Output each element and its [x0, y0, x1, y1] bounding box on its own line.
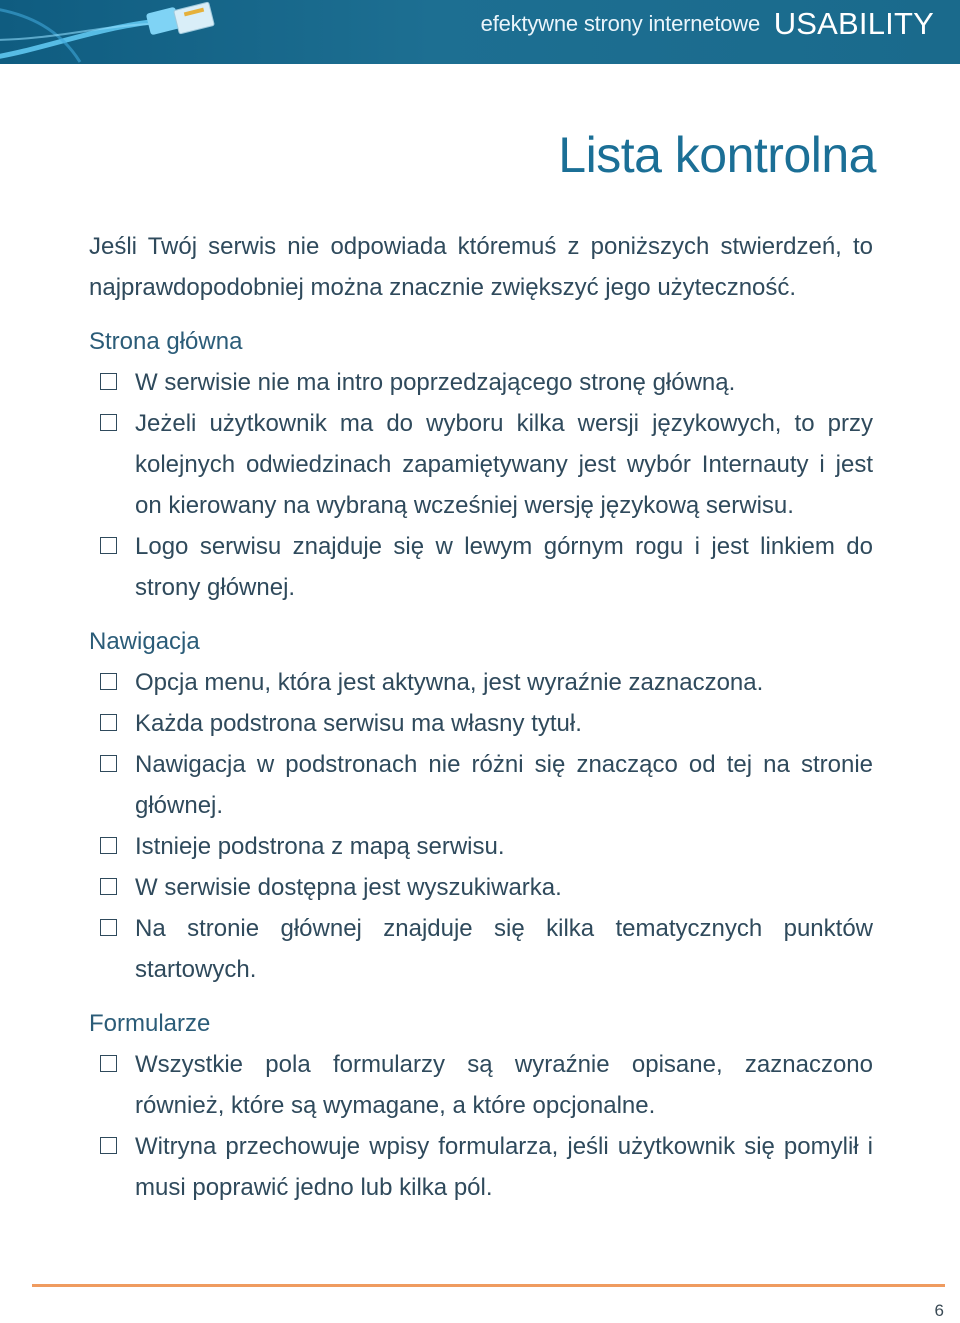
checklist-item-text: Witryna przechowuje wpisy formularza, jeśli użytkownik się pomylił i musi poprawić jedno lub kilka pól. [135, 1133, 873, 1201]
checklist-item [89, 526, 873, 608]
checklist-item-text: Jeżeli użytkownik ma do wyboru kilka wersji językowych, to przy kolejnych odwiedzinach zapamiętywany jest wybór Internauty i jest on kierowany na wybraną wcześniej wersję językową serwisu. [135, 410, 873, 519]
checklist-item [89, 362, 873, 403]
checkbox[interactable] [100, 878, 117, 895]
section-title: Nawigacja [89, 628, 200, 655]
checkbox[interactable] [100, 1137, 117, 1154]
checklist-item-text: W serwisie nie ma intro poprzedzającego stronę główną. [135, 369, 736, 396]
checklist-item [89, 1044, 873, 1126]
checklist-item-text: Nawigacja w podstronach nie różni się znacząco od tej na stronie głównej. [135, 751, 873, 819]
network-cable-icon [0, 0, 240, 64]
checklist-item-text: W serwisie dostępna jest wyszukiwarka. [135, 874, 562, 901]
checkbox[interactable] [100, 919, 117, 936]
checkbox[interactable] [100, 414, 117, 431]
checkbox[interactable] [100, 714, 117, 731]
checklist-item-text: Na stronie głównej znajduje się kilka tematycznych punktów startowych. [135, 915, 873, 983]
checklist-item-text: Logo serwisu znajduje się w lewym górnym rogu i jest linkiem do strony głównej. [135, 533, 873, 601]
checklist-item [89, 403, 873, 526]
page-header [0, 0, 960, 64]
checkbox[interactable] [100, 837, 117, 854]
checkbox[interactable] [100, 673, 117, 690]
section-title: Formularze [89, 1010, 211, 1037]
header-brand: USABILITY [773, 6, 934, 41]
checklist-item [89, 662, 873, 703]
checklist-item [89, 744, 873, 826]
checklist-item [89, 826, 873, 867]
checkbox[interactable] [100, 755, 117, 772]
checklist-item [89, 908, 873, 990]
checklist-item [89, 703, 873, 744]
checklist-item [89, 1126, 873, 1208]
checklist-item [89, 867, 873, 908]
footer-divider [32, 1284, 945, 1287]
checkbox[interactable] [100, 1055, 117, 1072]
page-number: 6 [934, 1301, 944, 1320]
section-navigation [89, 621, 873, 990]
checkbox[interactable] [100, 537, 117, 554]
checklist-item-text: Opcja menu, która jest aktywna, jest wyraźnie zaznaczona. [135, 669, 764, 696]
section-homepage [89, 321, 873, 608]
checkbox[interactable] [100, 373, 117, 390]
checklist-item-text: Istnieje podstrona z mapą serwisu. [135, 833, 505, 860]
checklist-item-text: Wszystkie pola formularzy są wyraźnie opisane, zaznaczono również, które są wymagane, a które opcjonalne. [135, 1051, 873, 1119]
header-subtitle: efektywne strony internetowe [480, 11, 760, 36]
checklist-item-text: Każda podstrona serwisu ma własny tytuł. [135, 710, 582, 737]
page-title: Lista kontrolna [558, 127, 876, 183]
section-forms [89, 1003, 873, 1208]
intro-paragraph: Jeśli Twój serwis nie odpowiada któremuś z poniższych stwierdzeń, to najprawdopodobniej można znacznie zwiększyć jego użyteczność. [89, 233, 873, 301]
section-title: Strona główna [89, 328, 243, 355]
checklist-content [89, 226, 873, 1221]
